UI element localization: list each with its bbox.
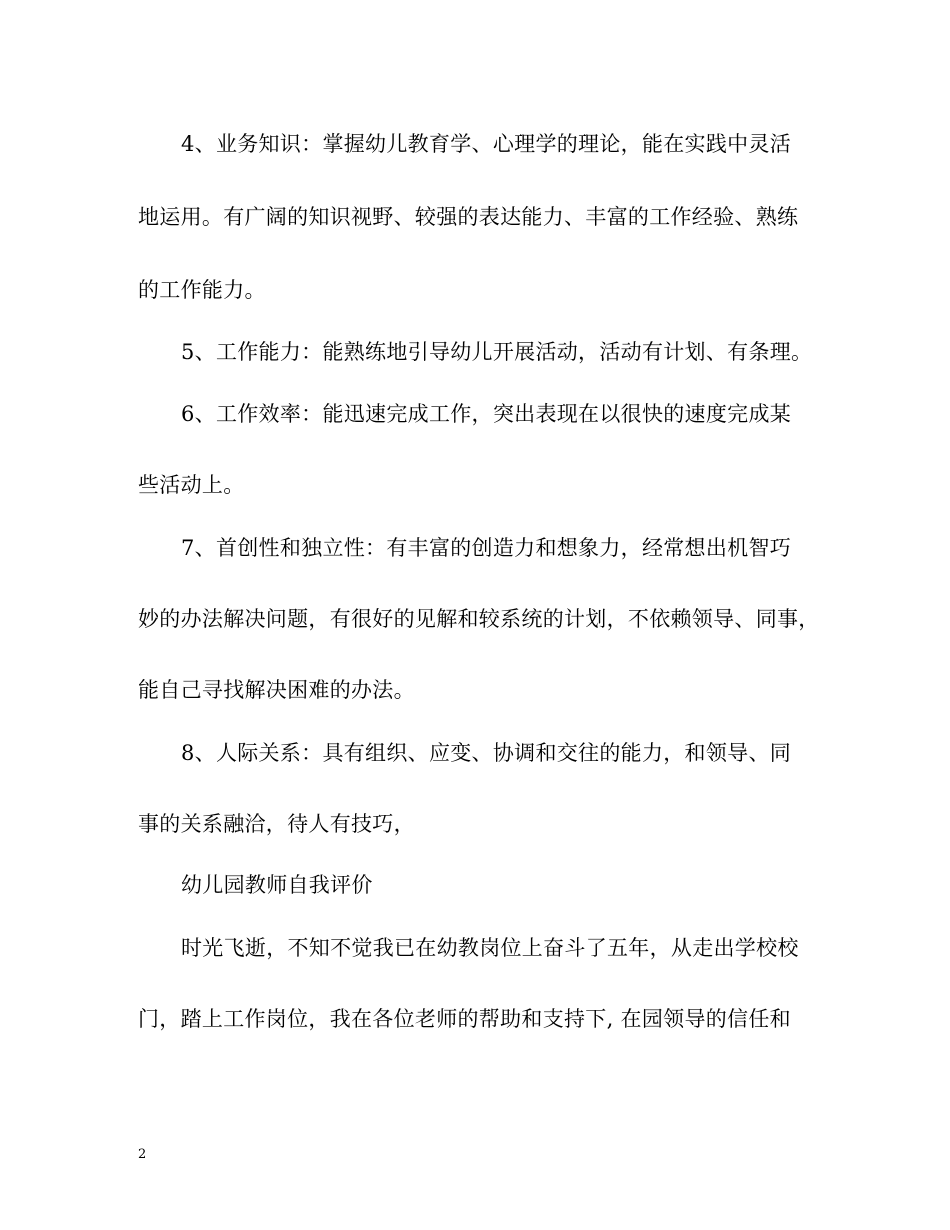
page-number: 2 [138, 1147, 147, 1162]
text-line: 5、工作能力：能熟练地引导幼儿开展活动，活动有计划、有条理。 [181, 340, 813, 364]
text-line: 地运用。有广阔的知识视野、较强的表达能力、丰富的工作经验、熟练 [138, 205, 799, 229]
text-line: 能自己寻找解决困难的办法。 [138, 678, 415, 702]
text-line: 门，踏上工作岗位，我在各位老师的帮助和支持下, 在园领导的信任和 [138, 1007, 791, 1031]
text-line: 的工作能力。 [138, 278, 266, 302]
text-line: 妙的办法解决问题，有很好的见解和较系统的计划，不依赖领导、同事， [138, 607, 820, 631]
text-line: 4、业务知识：掌握幼儿教育学、心理学的理论，能在实践中灵活 [181, 132, 792, 156]
text-line: 事的关系融洽，待人有技巧， [138, 812, 415, 836]
text-line: 6、工作效率：能迅速完成工作，突出表现在以很快的速度完成某 [181, 402, 792, 426]
text-line: 7、首创性和独立性：有丰富的创造力和想象力，经常想出机智巧 [181, 536, 792, 560]
text-line: 8、人际关系：具有组织、应变、协调和交往的能力，和领导、同 [181, 741, 792, 765]
text-line: 些活动上。 [138, 473, 245, 497]
text-line: 时光飞逝，不知不觉我已在幼教岗位上奋斗了五年，从走出学校校 [181, 936, 799, 960]
section-heading: 幼儿园教师自我评价 [181, 873, 373, 897]
